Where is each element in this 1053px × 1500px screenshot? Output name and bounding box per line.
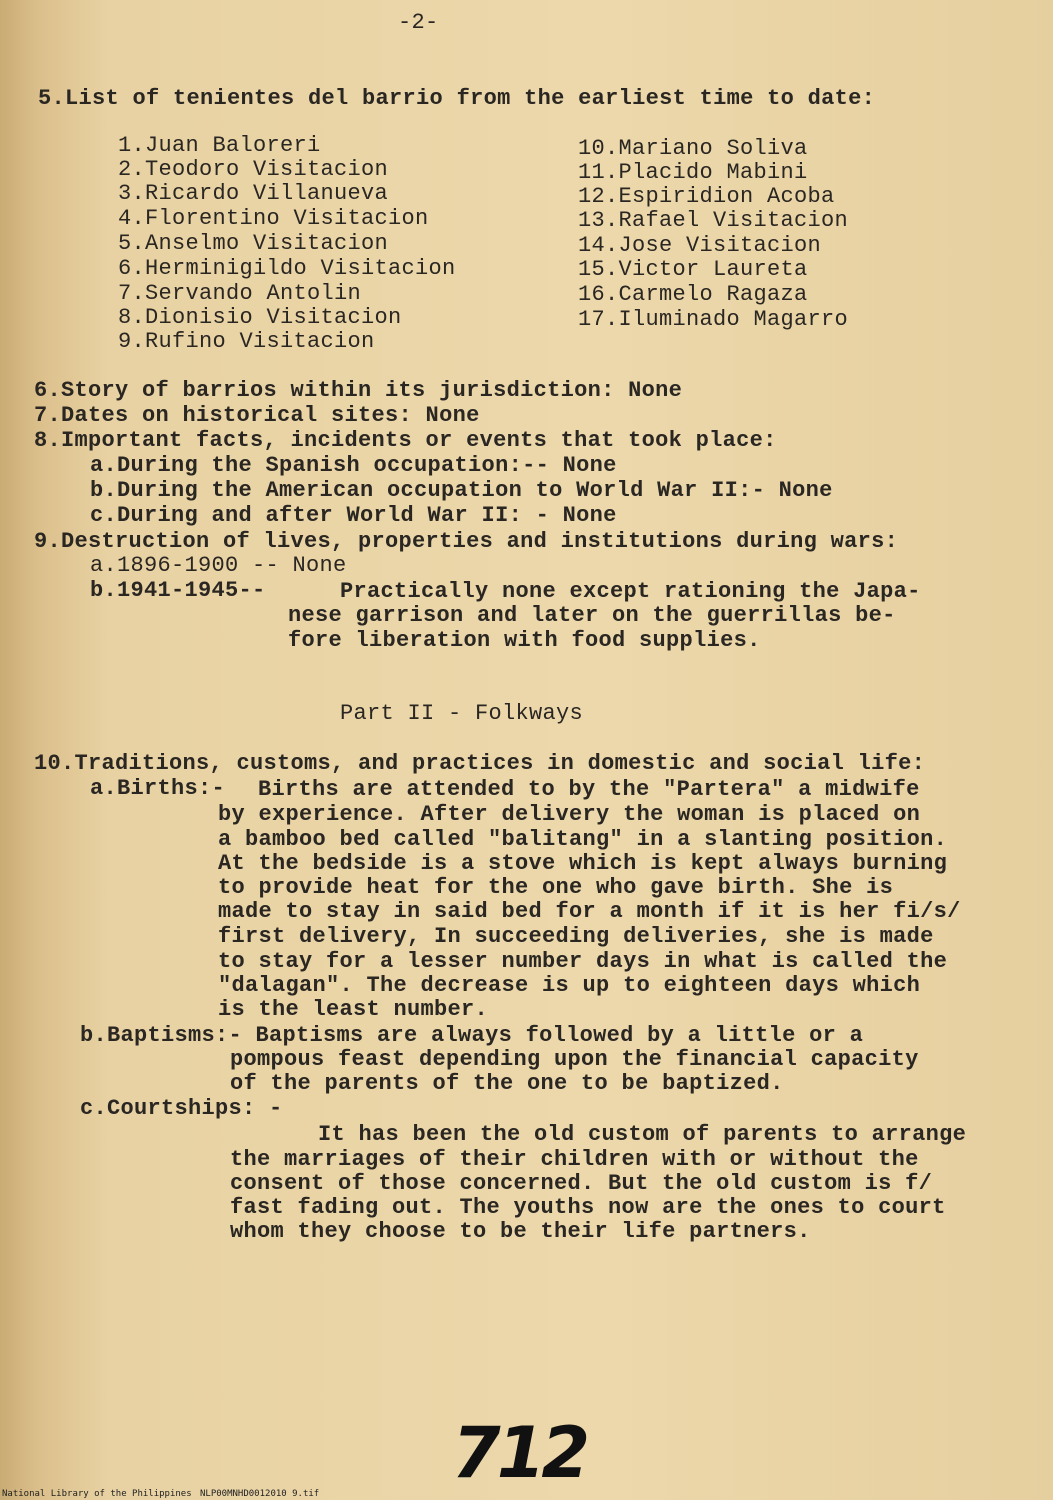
courtships-line: whom they choose to be their life partners. (230, 1219, 811, 1244)
list-item: 13.Rafael Visitacion (578, 208, 849, 233)
list-item: 7.Servando Antolin (118, 281, 362, 306)
section-8-b: b.During the American occupation to World War II:- None (90, 478, 833, 503)
list-item: 15.Victor Laureta (578, 257, 808, 282)
section-9-b-label: b.1941-1945-- (90, 578, 266, 603)
births-label: a.Births:- (90, 776, 226, 801)
section-9-b-line: nese garrison and later on the guerrillas be- (288, 603, 896, 628)
list-item: 4.Florentino Visitacion (118, 206, 429, 231)
section-10-heading: 10.Traditions, customs, and practices in domestic and social life: (34, 751, 926, 776)
list-item: 2.Teodoro Visitacion (118, 157, 389, 182)
births-line: is the least number. (218, 997, 489, 1022)
births-first-line: Births are attended to by the "Partera" a midwife (258, 777, 920, 802)
courtships-line: the marriages of their children with or without the (230, 1147, 919, 1172)
footer-library: National Library of the Philippines (2, 1489, 192, 1499)
list-item: 9.Rufino Visitacion (118, 329, 375, 354)
courtships-line: consent of those concerned. But the old custom is f/ (230, 1171, 933, 1196)
section-8-a: a.During the Spanish occupation:-- None (90, 453, 617, 478)
list-item: 1.Juan Baloreri (118, 133, 321, 158)
section-5-heading: 5.List of tenientes del barrio from the earliest time to date: (38, 86, 876, 111)
births-line: "dalagan". The decrease is up to eighteen days which (218, 973, 921, 998)
section-6: 6.Story of barrios within its jurisdiction: None (34, 378, 683, 403)
baptisms-line: b.Baptisms:- Baptisms are always followed by a little or a (80, 1023, 864, 1048)
list-item: 8.Dionisio Visitacion (118, 305, 402, 330)
list-item: 3.Ricardo Villanueva (118, 181, 389, 206)
section-7: 7.Dates on historical sites: None (34, 403, 480, 428)
list-item: 16.Carmelo Ragaza (578, 282, 808, 307)
courtships-line: It has been the old custom of parents to arrange (318, 1122, 967, 1147)
births-line: At the bedside is a stove which is kept always burning (218, 851, 948, 876)
section-9-a: a.1896-1900 -- None (90, 553, 347, 578)
list-item: 12.Espiridion Acoba (578, 184, 835, 209)
list-item: 5.Anselmo Visitacion (118, 231, 389, 256)
courtships-line: fast fading out. The youths now are the ones to court (230, 1195, 946, 1220)
list-item: 17.Iluminado Magarro (578, 307, 849, 332)
list-item: 14.Jose Visitacion (578, 233, 822, 258)
section-8-c: c.During and after World War II: - None (90, 503, 617, 528)
footer-filename: NLP00MNHD0012010 9.tif (200, 1489, 320, 1499)
page-number: -2- (398, 10, 439, 35)
births-line: to stay for a lesser number days in what is called the (218, 949, 948, 974)
births-line: to provide heat for the one who gave birth. She is (218, 875, 894, 900)
births-line: a bamboo bed called "balitang" in a slanting position. (218, 827, 948, 852)
baptisms-line: of the parents of the one to be baptized. (230, 1071, 784, 1096)
list-item: 6.Herminigildo Visitacion (118, 256, 456, 281)
section-8-heading: 8.Important facts, incidents or events that took place: (34, 428, 777, 453)
section-9-b-line: Practically none except rationing the Japa- (340, 579, 921, 604)
list-item: 10.Mariano Soliva (578, 136, 808, 161)
list-item: 11.Placido Mabini (578, 160, 808, 185)
births-line: by experience. After delivery the woman is placed on (218, 802, 921, 827)
section-9-b-line: fore liberation with food supplies. (288, 628, 761, 653)
handwritten-page-number: 712 (452, 1412, 587, 1494)
baptisms-line: pompous feast depending upon the financial capacity (230, 1047, 919, 1072)
part-ii-heading: Part II - Folkways (340, 701, 584, 726)
courtships-label: c.Courtships: - (80, 1096, 283, 1121)
section-9-heading: 9.Destruction of lives, properties and institutions during wars: (34, 529, 899, 554)
births-line: made to stay in said bed for a month if it is her fi/s/ (218, 899, 961, 924)
births-line: first delivery, In succeeding deliveries, she is made (218, 924, 934, 949)
